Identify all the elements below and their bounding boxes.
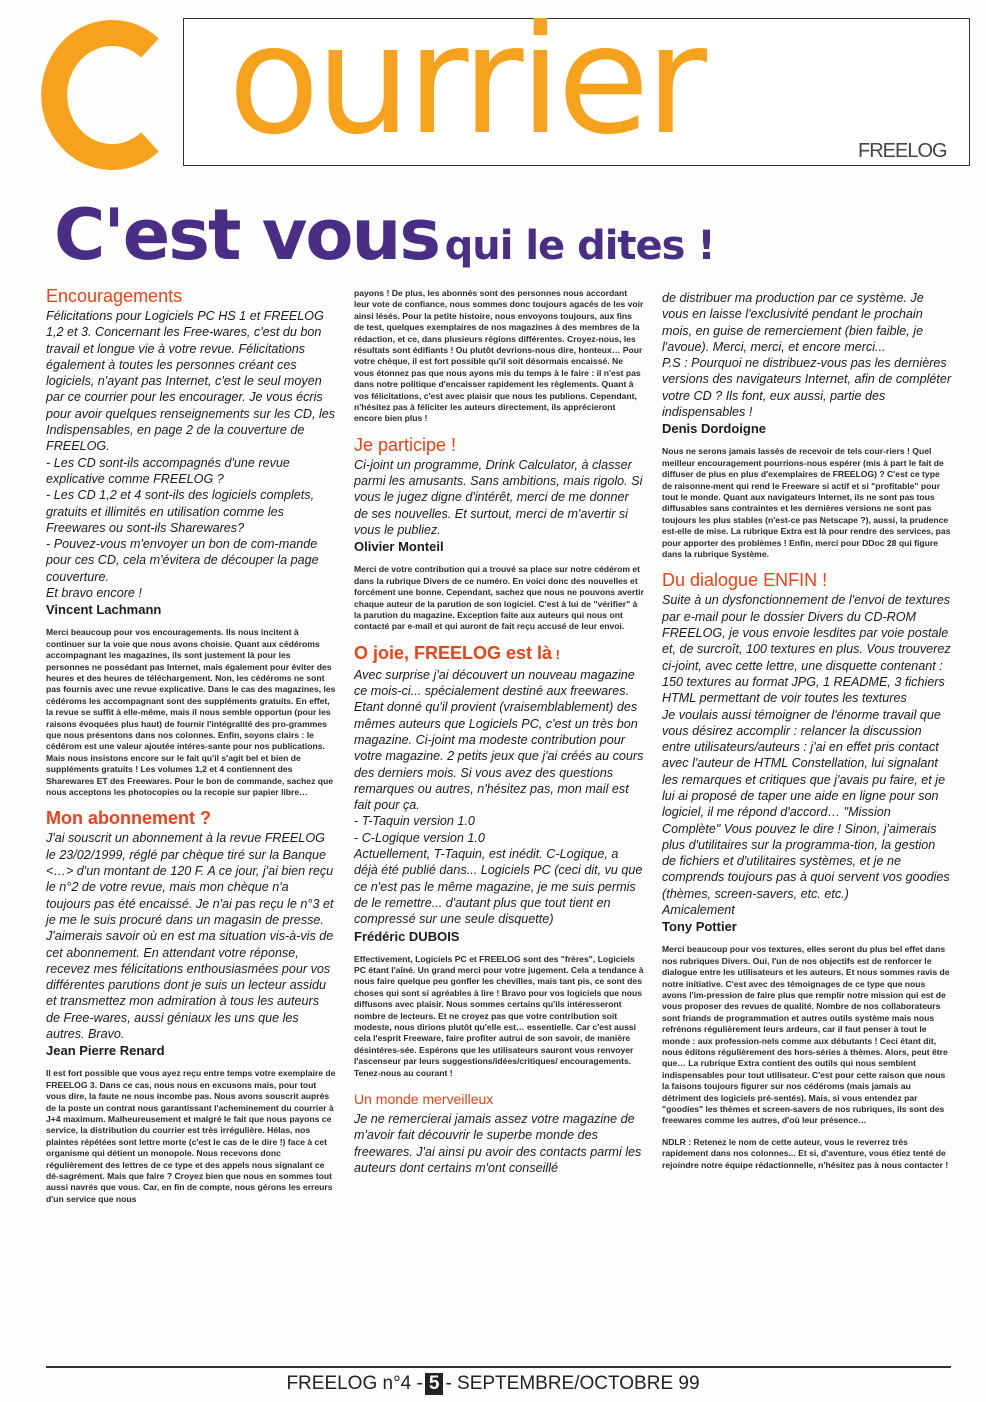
footer-date: - SEPTEMBRE/OCTOBRE 99 bbox=[445, 1373, 700, 1394]
letter-signature: Jean Pierre Renard bbox=[46, 1043, 165, 1059]
letter-je-participe bbox=[354, 457, 644, 538]
freelog-tag: FREELOG bbox=[858, 140, 947, 162]
letter-paragraph: - Les CD sont-ils accompagnés d'une revue explicative comme FREELOG ? bbox=[46, 455, 290, 486]
letter-monde-merveilleux bbox=[354, 1111, 644, 1176]
editor-reply: Merci de votre contribution qui a trouvé sa place sur notre cédérom et dans la rubrique Divers de ce numéro. En voici donc des nouvelles et forcément une bonne. Cependant, sachez que nous ne pouvons avertir chaque auteur de la parution de son logiciel. C'est à lui de "vérifier" à la parution du magazine. Exception faite aux auteurs qui nous ont contacté par e-mail et qui auront de fait reçu accusé de leur envoi. bbox=[354, 564, 644, 632]
letter-paragraph: Avec surprise j'ai découvert un nouveau magazine ce mois-ci... spécialement destiné aux freewares. Etant donné qu'il provient (vraisemblablement) des mêmes auteurs que Logiciels PC, c'est un très bon magazine. Ci-joint ma modeste contribution pour votre magazine. 2 petits jeux que j'ai créés au cours des derniers mois. Si vous avez des questions remarques ou autres, n'hésitez pas, mon mail est fait pour ça. bbox=[354, 667, 644, 813]
headline bbox=[54, 194, 715, 276]
editor-reply: Nous ne serons jamais lassés de recevoir de tels cour-riers ! Quel meilleur encouragement pourrions-nous espérer (mis à part le fait de diffuser de plus en plus d'exemplaires de FREELOG) ? C'est ce type de raisonne-ment qui rend le Freeware si actif et si "profitable" pour tout le monde. Quant aux navigateurs Internet, ils ne sont pas tous diffusables sans contraintes et les dernières versions ne sont pas toujours les plus stables (n'est-ce pas Netscape ?), aussi, la prudence est-elle de mise. La rubrique Extra est là pour rendre des services, pas pour apporter des problèmes ! Enfin, merci pour DDoc 28 qui figure dans la rubrique Système. bbox=[662, 446, 951, 560]
letter-encouragements bbox=[46, 308, 336, 601]
section-title-text: O joie, FREELOG est là bbox=[354, 642, 553, 663]
column-1 bbox=[46, 280, 336, 1215]
letter-signature: Olivier Monteil bbox=[354, 539, 444, 555]
letter-paragraph: - C-Logique version 1.0 bbox=[354, 830, 485, 845]
footer-issue: FREELOG n°4 - bbox=[286, 1373, 423, 1394]
letter-paragraph: Et bravo encore ! bbox=[46, 586, 142, 601]
editor-reply: Il est fort possible que vous ayez reçu entre temps votre exemplaire de FREELOG 3. Dans ce cas, nous nous en excusons mais, pour tout vous dire, la faute ne nous incombe pas. Nous avons souscrit auprès de la poste un contrat nous garantissant l'acheminement du courrier à J+4 maximum. Malheureusement et malgré le fait que nous payons ce service, la distribution du courrier est très irrégulière. Hélas, nos plaintes répétées sont lettre morte (c'est le cas de le dire !) face à cet organisme qui détient un monopole. Nous recevons donc régulièrement des lettres de ce type et des appels nous signalant ce dé-sagrément. Mais que faire ? Croyez bien que nous en sommes tout aussi navrés que vous. Car, en fin de compte, nous gérons les erreurs d'un service que nous bbox=[46, 1068, 336, 1204]
section-title-o-joie bbox=[354, 643, 644, 665]
headline-sub: qui le dites ! bbox=[444, 223, 715, 269]
letter-paragraph: - T-Taquin version 1.0 bbox=[354, 814, 475, 829]
section-title-encouragements: Encouragements bbox=[46, 286, 183, 306]
letter-paragraph: P.S : Pourquoi ne distribuez-vous pas les dernières versions des navigateurs Internet, afin de compléter votre CD ? Ils font, eux aussi, partie des indispensables ! bbox=[662, 356, 952, 420]
column-3 bbox=[662, 290, 952, 1181]
editor-reply: Merci beaucoup pour vos textures, elles seront du plus bel effet dans nos rubriques Divers. Oui, l'un de nos objectifs est de renforcer le dialogue entre les utilisateurs et les auteurs. Et nous sommes ravis de notre initiative. C'est avec des témoignages de ce type que nous avons l'im-pression de faire plus que remplir notre mission qui est de vous proposer des revues de qualité. Nombre de nos collaborateurs sont friands de programmation et autres outils système mais nous refrénons régulièrement leurs ardeurs, car il faut penser à tout le monde : aux profession-nels comme aux débutants ! Ceci étant dit, nous éditons régulièrement des hors-séries à thèmes. Alors, peut être que… La rubrique Extra contient des outils qui nous semblent indispensables pour tout utilisateur. C'est pour cette raison que nous la faisons toujours figurer sur nos cédéroms (mais jamais au détriment des logiciels pré-sentés). Mais, si vous entendez par "goodies" les thèmes et screen-savers de nos rubriques, ils sont des freewares comme les autres, d'où leur présence… bbox=[662, 944, 950, 1126]
letter-continued bbox=[662, 290, 952, 420]
letter-paragraph: Actuellement, T-Taquin, est inédit. C-Logique, a déjà été publié dans... Logiciels PC (ceci dit, vu que ce n'est pas le même magazine, je me suis permis de le remettre... d'autant plus que tout tient en compressé sur une seule disquette) bbox=[354, 847, 643, 927]
headline-main: C'est vous bbox=[54, 194, 439, 276]
section-title-je-participe: Je participe ! bbox=[354, 434, 457, 455]
letter-signature: Tony Pottier bbox=[662, 919, 737, 935]
letter-paragraph: Je ne remercierai jamais assez votre magazine de m'avoir fait découvrir le superbe monde des freewares. J'ai ainsi pu avoir des contacts parmi les auteurs dont certains m'ont conseillé bbox=[354, 1112, 642, 1175]
page-footer bbox=[0, 1373, 986, 1395]
footer-rule bbox=[46, 1366, 951, 1368]
letter-o-joie bbox=[354, 667, 644, 928]
editor-note: NDLR : Retenez le nom de cette auteur, vous le reverrez très rapidement dans nos colonnes... Et si, d'aventure, vous étiez tenté de rejoindre notre équipe rédactionnelle, n'hésitez pas à nous contacter ! bbox=[662, 1136, 949, 1170]
editor-reply: payons ! De plus, les abonnés sont des personnes nous accordant leur vote de confiance, nous sommes donc toujours agacés de les voir ainsi lésés. Pour la petite histoire, nous envoyons toujours, aux fins de test, quelques exemplaires de nos magazines à des membres de la rédaction, et ce, dans plusieurs régions différentes. Croyez-nous, les résultats sont édifiants ! Ou plutôt devrions-nous dire, honteux… Pour votre chèque, il est fort possible qu'il soit désormais encaissé. Ne vous étonnez pas que nous ayons mis du temps à le faire : il n'est pas dans notre politique d'encaisser rapidement les règlements. Quant à vos félicitations, c'est avec plaisir que nous les publions. Cependant, n'hésitez pas à féliciter les auteurs directement, ils apprécieront encore bien plus ! bbox=[354, 288, 644, 424]
section-title-dialogue: Du dialogue ENFIN ! bbox=[662, 570, 828, 591]
letter-paragraph: Ci-joint un programme, Drink Calculator, à classer parmi les amusants. Sans ambitions, mais rigolo. Si vous le jugez digne d'intérêt, merci de me donner de ses nouvelles. Et surtout, merci de m'avertir si vous le publiez. bbox=[354, 457, 643, 538]
letter-abonnement bbox=[46, 830, 336, 1042]
letter-paragraph: de distribuer ma production par ce système. Je vous en laisse l'exclusivité pendant le prochain mois, en guise de remerciement (bien faible, je l'avoue). Merci, merci, et encore merci... bbox=[662, 291, 924, 354]
section-title-monde-merveilleux: Un monde merveilleux bbox=[354, 1091, 494, 1108]
letter-signature: Vincent Lachmann bbox=[46, 602, 162, 618]
page-number: 5 bbox=[425, 1373, 444, 1395]
courrier-big-c bbox=[40, 20, 180, 170]
editor-reply: Effectivement, Logiciels PC et FREELOG sont des "frères", Logiciels PC étant l'aîné. Un grand merci pour votre jugement. Cela a tendance à nous faire quelque peu gonfler les chevilles, mais tant pis, ce sont des choses qui sont si agréables à lire ! Bravo pour vos logiciels que nous diffusons avec plaisir. Nous sommes certains qu'ils intéresseront nombre de lecteurs. Et ne croyez pas que votre contribution soit modeste, nous dirions plutôt qu'elle est… essentielle. Car c'est aussi cela l'esprit Freeware, faire profiter autrui de son savoir, de manière désintéres-sée. Espérons que les utilisateurs sauront vous renvoyer l'ascenseur par leurs suggestions/idées/critiques/ encouragements. Tenez-nous au courant ! bbox=[354, 953, 644, 1078]
letter-paragraph: - Les CD 1,2 et 4 sont-ils des logiciels complets, gratuits et illimités en utilisation comme les Freewares ou sont-ils Sharewares? bbox=[46, 488, 315, 535]
column-2 bbox=[354, 288, 644, 1176]
letter-paragraph: J'ai souscrit un abonnement à la revue FREELOG le 23/02/1999, réglé par chèque tiré sur la Banque <…> d'un montant de 120 F. A ce jour, j'ai bien reçu le n°2 de votre revue, mais mon chèque n'a toujours pas été encaissé. Je n'ai pas reçu le n°3 et je me le suis procuré dans un magasin de presse. J'aimerais savoir où en est ma situation vis-à-vis de cet abonnement. En attendant votre réponse, recevez mes félicitations enthousiasmées pour vos différentes parutions dont je suis un lecteur assidu et transmettez mon admiration à tous les auteurs de Free-wares, aussi géniaux les uns que les autres. Bravo. bbox=[46, 831, 334, 1041]
letter-paragraph: Amicalement bbox=[662, 903, 735, 918]
letter-paragraph: Félicitations pour Logiciels PC HS 1 et FREELOG 1,2 et 3. Concernant les Free-wares, c'est du bon travail et longue vie à votre revue. Félicitations également à toutes les personnes créant ces logiciels, n'ayant pas Internet, c'est le seul moyen par ce courrier pour les encourager. Je vous écris pour avoir quelques renseignements sur les CD, les Indispensables, en page 2 de la couverture de FREELOG. bbox=[46, 309, 336, 454]
letter-paragraph: 150 textures au format JPG, 1 README, 3 fichiers HTML permettant de voir toutes les textures bbox=[662, 674, 945, 706]
letter-paragraph: - Pouvez-vous m'envoyer un bon de com-mande pour ces CD, cela m'évitera de découper la page couverture. bbox=[46, 537, 319, 584]
letter-signature: Denis Dordoigne bbox=[662, 421, 767, 437]
letter-paragraph: Je voulais aussi témoigner de l'énorme travail que vous désirez accomplir : relancer la discussion entre utilisateurs/auteurs : j'ai en effet pris contact avec l'auteur de HTML Constellation, lui signalant les remarques et critiques que j'avais pu faire, et je lui ai proposé de taper une aide en ligne pour son logiciel, il me répond d'accord… "Mission Complète" Vous pouvez le dire ! Sinon, j'aimerais plus d'utilitaires sur la programma-tion, la gestion de fichiers et d'utilitaires systèmes, et je ne comprends toujours pas à quoi servent vos goodies (thèmes, screen-savers, etc. etc.) bbox=[662, 707, 950, 901]
editor-reply: Merci beaucoup pour vos encouragements. Ils nous incitent à continuer sur la voie que nous avons choisie. Quant aux cédéroms accompagnant les magazines, ils sont justement là pour les personnes ne possédant pas Internet, mais également pour éviter des heures et des heures de téléchargement. Non, les cédéroms ne sont pas fournis avec une revue explicative. Dans le cas des magazines, les cédéroms les accompagnant sont des suppléments gratuits. En effet, la revue se suffit à elle-même, mais il nous semble opportun (pour les raisons évoquées plus haut) de fournir l'intégralité des pro-grammes que nous présentons dans nos colonnes. Enfin, soyons clairs : le cédérom est une valeur ajoutée intéres-sante pour nos publications. Mais nous insistons encore sur le fait qu'il s'agit bel et bien de suppléments gratuits ! Les volumes 1,2 et 4 contiennent des Sharewares ET des Freewares. Pour le bon de commande, sachez que nous acceptons les photocopies ou la recopie sur papier libre… bbox=[46, 627, 336, 798]
courrier-title: ourrier bbox=[228, 0, 704, 168]
letter-dialogue bbox=[662, 592, 952, 918]
letter-signature: Frédéric DUBOIS bbox=[354, 928, 460, 944]
letter-paragraph: Suite à un dysfonctionnement de l'envoi de textures par e-mail pour le dossier Divers du CD-ROM FREELOG, je vous envoie lesdites par voie postale et, de surcroît, 100 textures en plus. Vous trouverez ci-joint, avec cette lettre, une disquette contenant : bbox=[662, 593, 951, 673]
section-title-suffix: ! bbox=[552, 646, 560, 662]
section-title-abonnement: Mon abonnement ? bbox=[46, 808, 211, 829]
